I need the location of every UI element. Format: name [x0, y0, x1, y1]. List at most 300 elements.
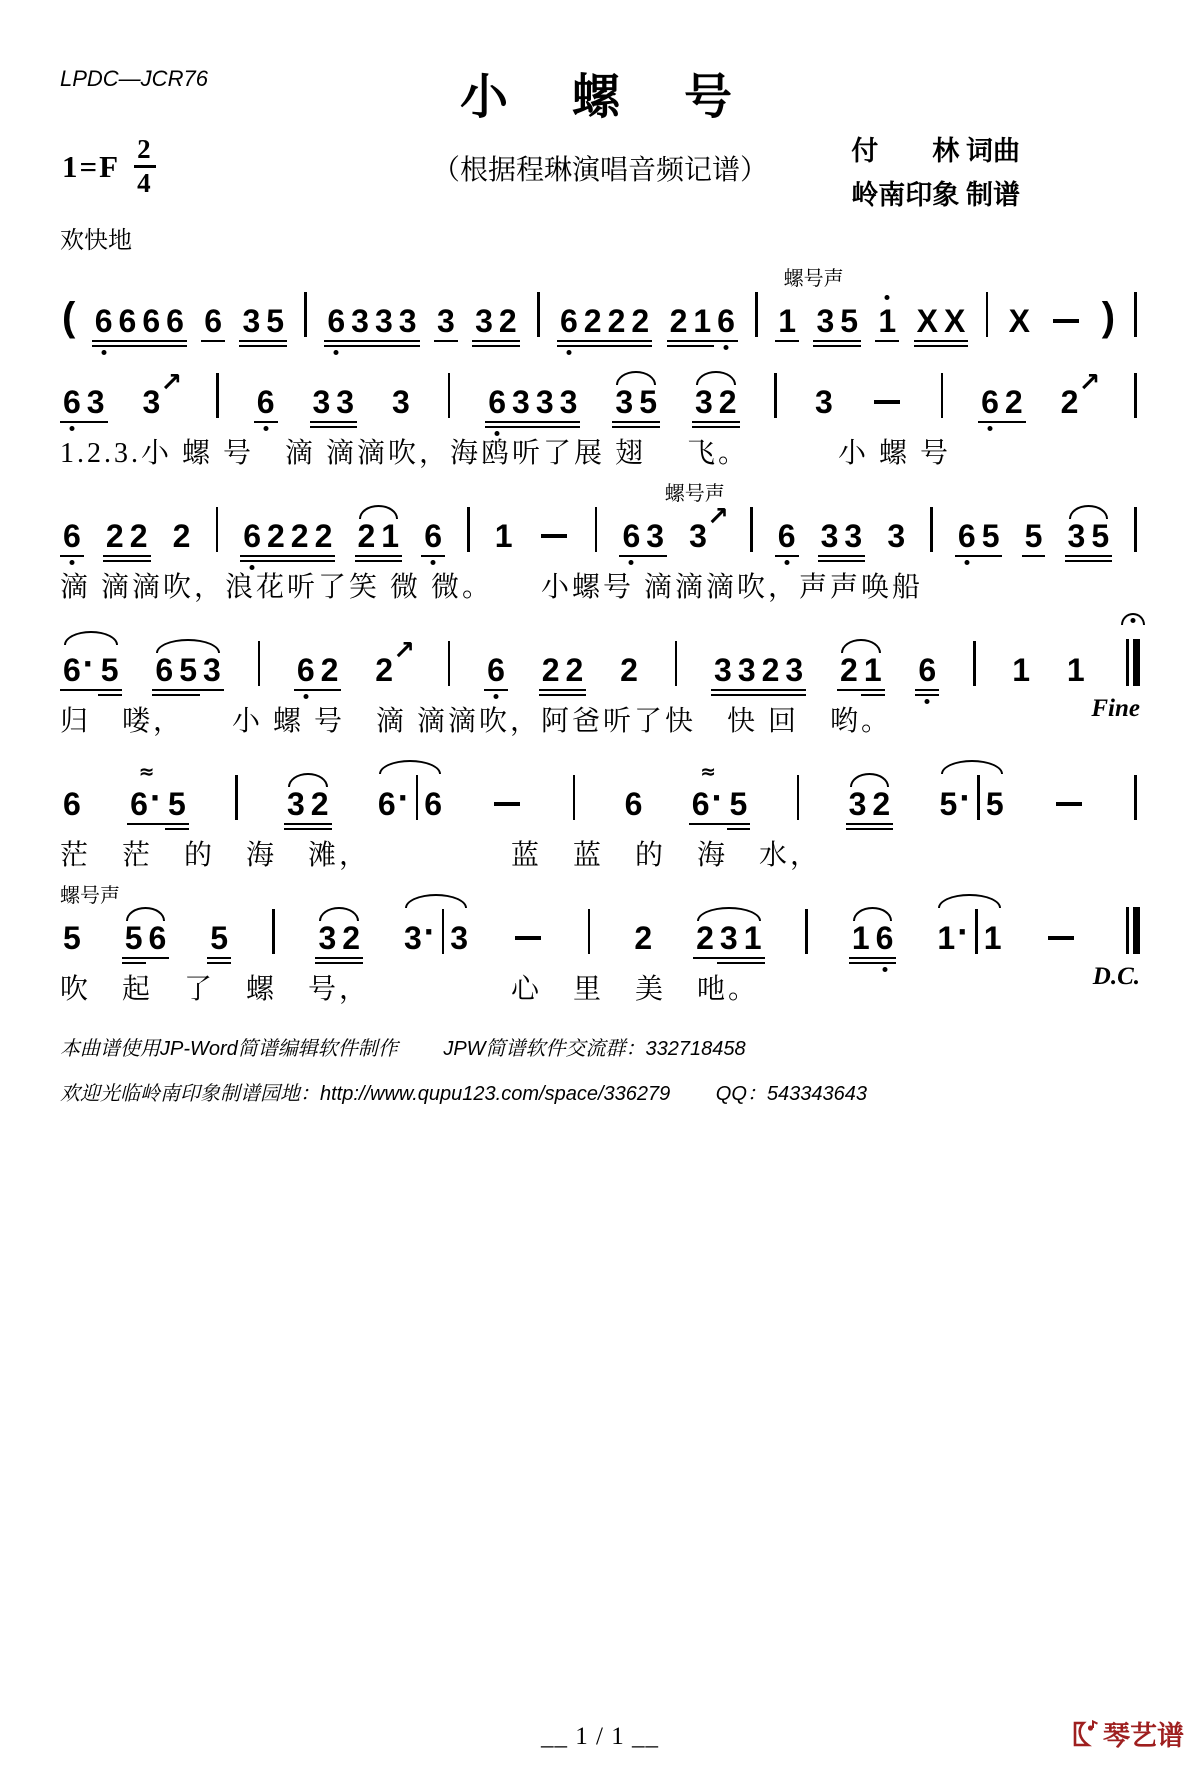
- note: 6: [146, 922, 170, 954]
- note: 3: [310, 386, 334, 418]
- note: 2: [172, 518, 191, 554]
- notation-line: [60, 638, 1140, 686]
- beam-line: [146, 957, 170, 960]
- note: 2: [308, 788, 332, 820]
- beat-group: [1131, 507, 1140, 552]
- barline: [216, 373, 219, 418]
- phrase-label: 螺号声: [664, 483, 725, 505]
- beat-group: [170, 520, 194, 552]
- beam-line: [869, 823, 893, 826]
- beam-line: [485, 426, 509, 429]
- slur-group: [937, 775, 1007, 820]
- beam-line: [207, 962, 231, 965]
- beat-group: [771, 373, 780, 418]
- beam-line: [98, 694, 122, 697]
- barline: [975, 909, 978, 954]
- beat-group: [868, 400, 906, 418]
- beat-group: [1131, 373, 1140, 418]
- barline: [258, 641, 261, 686]
- half-note-dash: [541, 534, 567, 538]
- barline: [750, 507, 753, 552]
- note: 1: [775, 305, 799, 337]
- beam-line: [861, 689, 885, 692]
- beat-group: [140, 368, 183, 420]
- beat-group: [509, 936, 547, 954]
- beam-line: [355, 555, 379, 558]
- beam-line: [741, 962, 765, 965]
- beat-group: [570, 775, 579, 820]
- note: 1: [1066, 652, 1085, 688]
- note: 3·: [403, 911, 436, 956]
- note: 1: [861, 654, 885, 686]
- beam-line: [1088, 555, 1112, 558]
- barline: [1134, 507, 1137, 552]
- barline: [774, 373, 777, 418]
- catalog-code: LPDC—JCR76: [60, 66, 208, 91]
- note: 3: [533, 386, 557, 418]
- note: 1: [875, 305, 899, 337]
- beam-line: [288, 560, 312, 563]
- key-label: 1=F: [62, 148, 121, 184]
- score: [60, 262, 1140, 1007]
- beat-group: [875, 305, 899, 337]
- parenthesis: ): [1101, 295, 1116, 339]
- system-4: [60, 611, 1140, 739]
- note: 2: [496, 305, 520, 337]
- beam-line: [735, 694, 759, 697]
- beat-group: [294, 654, 342, 686]
- beam-line: [782, 694, 806, 697]
- beam-line: [127, 823, 165, 826]
- note: 2: [620, 652, 638, 688]
- beat-group: [1131, 775, 1140, 820]
- beam-line: [207, 957, 231, 960]
- note: 1: [494, 518, 513, 554]
- beam-line: [979, 555, 1003, 558]
- beam-line: [1065, 555, 1089, 558]
- lyrics-line: 归 喽， 小 螺 号 滴 滴滴吹，阿爸听了快 快 回 哟。 Fine: [60, 695, 1140, 737]
- beam-line: [727, 828, 751, 831]
- note: 3: [284, 788, 308, 820]
- barline: [675, 641, 678, 686]
- beat-group: [445, 641, 454, 686]
- barline: [977, 775, 980, 820]
- note: 3: [509, 386, 533, 418]
- note: 5: [263, 305, 287, 337]
- beat-group: [213, 507, 222, 552]
- note: 3: [392, 384, 410, 420]
- note: 1: [983, 920, 1002, 956]
- barline: [973, 641, 976, 686]
- lyrics-line: 1.2.3.小 螺 号 滴 滴滴吹，海鸥听了展 翅 飞。 小 螺 号: [60, 438, 952, 469]
- slur-group: [152, 654, 223, 686]
- note: 3: [735, 654, 759, 686]
- beat-group: [775, 520, 799, 552]
- system-5: [60, 745, 1140, 873]
- note: 6: [775, 520, 799, 552]
- note: 6: [324, 305, 348, 337]
- barline: [1134, 775, 1137, 820]
- beam-line: [557, 421, 581, 424]
- note: 2: [667, 305, 691, 337]
- beat-group: [310, 386, 358, 418]
- note: 3: [333, 386, 357, 418]
- slur-group: [846, 788, 894, 820]
- note: 5: [636, 386, 660, 418]
- beam-line: [978, 421, 1002, 424]
- note: 6: [92, 305, 116, 337]
- beam-line: [837, 340, 861, 343]
- note: 6·: [377, 777, 410, 822]
- beam-line: [396, 340, 420, 343]
- beam-line: [941, 340, 968, 343]
- beam-line: [378, 555, 402, 558]
- slur-group: [692, 386, 740, 418]
- repeat-mark: Fine: [1091, 695, 1140, 722]
- beat-group: [585, 909, 594, 954]
- half-note-dash: [1048, 936, 1074, 940]
- beam-line: [434, 340, 458, 343]
- beat-group: [60, 520, 84, 552]
- beam-line: [841, 555, 865, 558]
- beam-line: [1065, 560, 1089, 563]
- beam-line: [692, 426, 716, 429]
- beat-group: [1042, 936, 1080, 954]
- beat-group: [464, 507, 473, 552]
- beat-group: [970, 641, 979, 686]
- beam-line: [667, 340, 691, 343]
- time-numerator: 2: [137, 134, 153, 164]
- augmentation-dot: ·: [82, 643, 95, 684]
- note: 6: [557, 305, 581, 337]
- note: 5: [176, 654, 200, 686]
- beam-line: [775, 340, 799, 343]
- beam-line: [727, 823, 751, 826]
- half-note-dash: [1056, 802, 1082, 806]
- beam-line: [775, 555, 799, 558]
- note: 5·: [939, 777, 972, 822]
- note: 6: [915, 654, 939, 686]
- beam-line: [563, 689, 587, 692]
- beat-group: [752, 292, 761, 337]
- beat-group: [1050, 802, 1088, 820]
- beam-line: [813, 340, 837, 343]
- beam-line: [612, 426, 636, 429]
- beam-line: [1022, 555, 1046, 558]
- beam-line: [294, 689, 318, 692]
- beat-group: [794, 775, 803, 820]
- note: 6: [294, 654, 318, 686]
- beam-line: [619, 555, 643, 558]
- note: 6: [714, 305, 738, 337]
- beam-line: [875, 340, 899, 343]
- note: 6: [254, 386, 278, 418]
- beam-line: [127, 555, 151, 558]
- beam-line: [318, 689, 342, 692]
- beat-group: [1064, 654, 1088, 686]
- beat-group: [534, 292, 543, 337]
- beam-line: [496, 340, 520, 343]
- system-3: [60, 477, 1140, 605]
- beat-group: [915, 654, 939, 686]
- beam-line: [60, 421, 84, 424]
- beat-group: [1131, 292, 1140, 337]
- beam-line: [509, 421, 533, 424]
- beam-line: [288, 555, 312, 558]
- beam-line: [605, 340, 629, 343]
- beam-line: [837, 689, 861, 692]
- note: 6: [873, 922, 897, 954]
- arranger-credit: 岭南印象 制谱: [851, 179, 1020, 210]
- footer-note-1: 本曲谱使用JP-Word简谱编辑软件制作 JPW简谱软件交流群：332718458: [60, 1038, 746, 1060]
- note: 3: [557, 386, 581, 418]
- beam-line: [557, 340, 581, 343]
- beat-group: [60, 297, 77, 337]
- beam-line: [60, 555, 84, 558]
- note: 6: [421, 520, 445, 552]
- augmentation-dot: ·: [423, 911, 436, 952]
- beam-line: [333, 426, 357, 429]
- beat-group: [689, 761, 751, 822]
- beam-line: [612, 421, 636, 424]
- beam-line: [240, 555, 264, 558]
- beam-line: [818, 555, 842, 558]
- notation-line: [60, 761, 1140, 822]
- beam-line: [200, 689, 224, 692]
- slur-group: [60, 643, 122, 688]
- fermata-icon: [1121, 613, 1145, 625]
- note: 5: [98, 654, 122, 686]
- beat-group: [269, 909, 278, 954]
- lyricist-composer-credit: 付 林 词曲: [851, 136, 1020, 166]
- beat-group: [60, 922, 84, 954]
- barline: [941, 373, 944, 418]
- notation-line: [60, 370, 1140, 418]
- slur-group: [612, 386, 660, 418]
- beat-group: [955, 520, 1003, 552]
- beam-line: [315, 957, 339, 960]
- note: 3: [643, 520, 667, 552]
- note: 6: [619, 520, 643, 552]
- note: 2: [563, 654, 587, 686]
- beam-line: [759, 689, 783, 692]
- note: 3: [450, 920, 469, 956]
- beam-line: [509, 426, 533, 429]
- beam-line: [308, 828, 332, 831]
- augmentation-dot: ·: [397, 777, 410, 818]
- barline: [235, 775, 238, 820]
- beat-group: [372, 636, 416, 688]
- lyrics-line: 吹 起 了 螺 号， 心 里 美 吔。 D.C.: [60, 963, 1140, 1005]
- note: 2: [693, 922, 717, 954]
- note: 5: [727, 788, 751, 820]
- note: 3: [200, 654, 224, 686]
- note: 1: [1012, 652, 1031, 688]
- beat-group: [818, 520, 866, 552]
- note: 2: [127, 520, 151, 552]
- note: 3: [315, 922, 339, 954]
- note: 2: [605, 305, 629, 337]
- half-note-dash: [1053, 319, 1079, 323]
- note: 5: [1022, 520, 1046, 552]
- final-barline: [1126, 907, 1140, 954]
- barline: [573, 775, 576, 820]
- beam-line: [378, 560, 402, 563]
- note: 3: [612, 386, 636, 418]
- note: 3: [239, 305, 263, 337]
- note: 2: [288, 520, 312, 552]
- beat-group: [686, 502, 729, 554]
- logo-text: 琴艺谱: [1103, 1721, 1184, 1751]
- barline: [272, 909, 275, 954]
- beat-group: [1118, 639, 1140, 686]
- beam-line: [539, 694, 563, 697]
- beat-group: [240, 520, 335, 552]
- beam-line: [308, 823, 332, 826]
- gliss-up-icon: ↗: [707, 502, 729, 532]
- beam-line: [818, 560, 842, 563]
- beat-group: [914, 305, 969, 337]
- beam-line: [98, 689, 122, 692]
- beam-line: [312, 560, 336, 563]
- beam-line: [716, 421, 740, 424]
- beat-group: [60, 386, 108, 418]
- note: 2: [103, 520, 127, 552]
- note: 5: [985, 786, 1004, 822]
- barline: [755, 292, 758, 337]
- beat-group: [1006, 305, 1033, 337]
- beam-line: [312, 555, 336, 558]
- notation-line: [60, 289, 1140, 337]
- note: 6: [152, 654, 176, 686]
- beam-line: [628, 340, 652, 343]
- phrase-label: 螺号声: [783, 268, 844, 290]
- beat-group: [255, 641, 264, 686]
- gliss-up-icon: ↗: [1078, 368, 1101, 398]
- beat-group: [711, 654, 806, 686]
- note: 6· ≈: [689, 780, 727, 820]
- beat-group: [978, 386, 1026, 418]
- beam-line: [333, 421, 357, 424]
- note: 6: [63, 786, 81, 822]
- beat-group: [92, 305, 187, 337]
- beat-group: [1058, 368, 1101, 420]
- note: 3: [813, 305, 837, 337]
- note: 2: [1002, 386, 1026, 418]
- beat-group: [1047, 319, 1085, 337]
- beat-group: [207, 922, 231, 954]
- barline: [930, 507, 933, 552]
- half-note-dash: [494, 802, 520, 806]
- beam-line: [557, 426, 581, 429]
- beam-line: [201, 340, 225, 343]
- beam-line: [533, 426, 557, 429]
- beam-line: [284, 828, 308, 831]
- beam-line: [849, 957, 873, 960]
- parenthesis: (: [62, 295, 76, 339]
- beam-line: [152, 694, 176, 697]
- beat-group: [813, 305, 861, 337]
- note: 5: [207, 922, 231, 954]
- system-1: [60, 262, 1140, 337]
- beam-line: [717, 957, 741, 960]
- beat-group: [213, 373, 222, 418]
- tempo-marking: 欢快地: [60, 227, 132, 254]
- note: 2: [355, 520, 379, 552]
- beam-line: [239, 340, 263, 343]
- beat-group: [884, 520, 908, 552]
- note: 5: [1088, 520, 1112, 552]
- note: 3: [348, 305, 372, 337]
- beat-group: [938, 373, 947, 418]
- notation-line: [60, 906, 1140, 954]
- credits: [851, 130, 1020, 217]
- note: 1·: [937, 911, 970, 956]
- note: 2: [628, 305, 652, 337]
- mordent-icon: ≈: [700, 761, 716, 783]
- beam-line: [421, 555, 445, 558]
- note: 5: [165, 788, 189, 820]
- beat-group: [472, 305, 520, 337]
- note: 6: [484, 654, 508, 686]
- beam-line: [372, 340, 396, 343]
- beam-line: [84, 421, 108, 424]
- beam-line: [955, 555, 979, 558]
- beam-line: [127, 560, 151, 563]
- beam-line: [254, 421, 278, 424]
- beam-line: [139, 340, 163, 343]
- note: X: [941, 305, 968, 337]
- beam-line: [533, 421, 557, 424]
- beat-group: [622, 788, 646, 820]
- barline: [467, 507, 470, 552]
- beam-line: [692, 421, 716, 424]
- beat-group: [1100, 297, 1117, 337]
- beam-line: [122, 957, 146, 960]
- beam-line: [348, 340, 372, 343]
- note: 6: [624, 786, 643, 822]
- note: X: [914, 305, 941, 337]
- note: 6: [60, 386, 84, 418]
- note: 5: [979, 520, 1003, 552]
- beat-group: [539, 654, 587, 686]
- page-footer: [0, 1711, 1200, 1755]
- system-2: [60, 343, 1140, 471]
- beam-line: [873, 957, 897, 960]
- beam-line: [163, 340, 187, 343]
- note: 2 ↗: [375, 636, 416, 688]
- half-note-dash: [874, 400, 900, 404]
- slur-group: [401, 909, 471, 954]
- beam-line: [310, 421, 334, 424]
- note: 3: [472, 305, 496, 337]
- barline: [805, 909, 808, 954]
- barline: [304, 292, 307, 337]
- note: 2: [318, 654, 342, 686]
- beam-line: [315, 962, 339, 965]
- beat-group: [324, 305, 419, 337]
- note: 2: [716, 386, 740, 418]
- barline: [416, 775, 419, 820]
- beat-group: [488, 802, 526, 820]
- subtitle: （根据程琳演唱音频记谱）: [431, 155, 768, 186]
- note: 6: [163, 305, 187, 337]
- time-denominator: 4: [134, 165, 156, 197]
- note: 3: [782, 654, 806, 686]
- note: 2: [759, 654, 783, 686]
- beat-group: [983, 292, 992, 337]
- lyrics-line: 滴 滴滴吹，浪花听了笑 微 微。 小螺号 滴滴滴吹，声声唤船: [60, 572, 924, 603]
